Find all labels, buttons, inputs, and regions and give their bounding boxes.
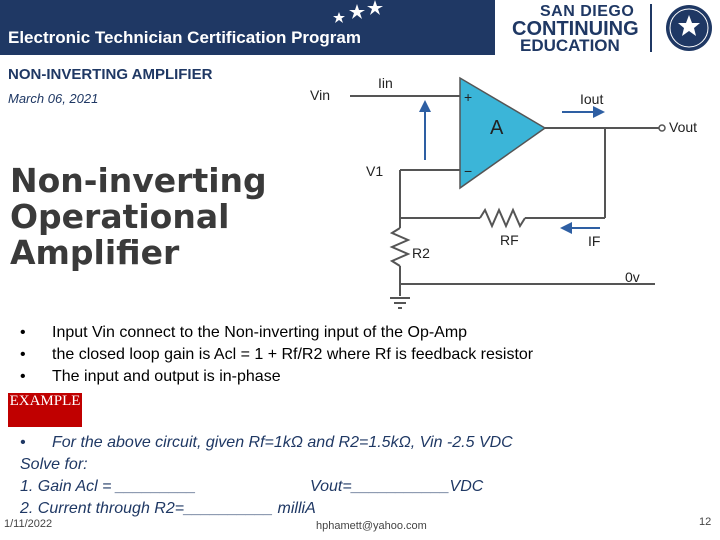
stars-decoration-icon — [325, 0, 395, 28]
slide-date: March 06, 2021 — [8, 91, 99, 106]
label-v1: V1 — [366, 163, 384, 179]
example-label: EXAMPLE — [9, 393, 81, 409]
label-if: IF — [588, 233, 601, 249]
example-line — [20, 476, 513, 498]
bullet-dot: • — [20, 434, 26, 451]
bullet-text: the closed loop gain is Acl = 1 + Rf/R2 where Rf is feedback resistor — [52, 346, 534, 363]
label-plus: + — [464, 89, 473, 105]
example-label-box — [8, 393, 82, 427]
bullet-text: The input and output is in-phase — [52, 368, 281, 385]
resistor-rf — [480, 210, 525, 226]
logo-text-continuing: CONTINUING — [512, 18, 639, 40]
label-zero-v: 0v — [625, 269, 640, 285]
big-title-line: Operational — [10, 197, 230, 236]
resistor-r2 — [392, 228, 408, 266]
big-title-line: Amplifier — [10, 233, 180, 272]
iout-arrow-head — [593, 106, 605, 118]
example-current-question: 2. Current through R2=__________ milliA — [20, 500, 316, 517]
list-item — [20, 344, 533, 366]
page-number: 12 — [699, 516, 712, 528]
bullet-dot: • — [20, 368, 26, 385]
list-item — [20, 322, 533, 344]
label-minus: − — [464, 163, 473, 179]
example-section — [20, 432, 513, 520]
label-vout: Vout — [669, 119, 698, 135]
bullet-dot: • — [20, 346, 26, 363]
label-r2: R2 — [412, 245, 430, 261]
bullet-dot: • — [20, 324, 26, 341]
logo-text-san-diego: SAN DIEGO — [540, 3, 635, 20]
logo-divider — [650, 4, 653, 52]
vout-terminal — [659, 125, 665, 131]
footer-email: hphamett@yahoo.com — [316, 520, 427, 532]
bullet-text: Input Vin connect to the Non-inverting input of the Op-Amp — [52, 324, 468, 341]
circuit-diagram — [300, 60, 720, 320]
label-vin: Vin — [310, 87, 330, 103]
example-solve-for: Solve for: — [20, 456, 88, 473]
example-line — [20, 432, 513, 454]
example-gain-question: 1. Gain Acl = _________ — [20, 478, 196, 495]
example-vout-question: Vout=___________VDC — [310, 478, 484, 495]
slide-heading: NON-INVERTING AMPLIFIER — [8, 66, 213, 83]
label-iin: Iin — [378, 75, 393, 91]
label-iout: Iout — [580, 91, 604, 107]
program-title: Electronic Technician Certification Program — [8, 28, 361, 47]
v1-arrow-head — [419, 100, 431, 112]
big-title-line: Non-inverting — [10, 161, 267, 200]
bullet-list — [20, 322, 533, 388]
label-rf: RF — [500, 232, 519, 248]
list-item — [20, 366, 533, 388]
logo-text-education: EDUCATION — [520, 36, 620, 55]
if-arrow-head — [560, 222, 572, 234]
big-title — [10, 163, 267, 271]
label-amp: A — [490, 117, 504, 139]
header-title-bar — [0, 0, 495, 55]
example-given-text: For the above circuit, given Rf=1kΩ and R2=1.5kΩ, Vin -2.5 VDC — [52, 434, 513, 451]
seal-icon — [661, 3, 717, 53]
footer-date: 1/11/2022 — [4, 518, 53, 530]
